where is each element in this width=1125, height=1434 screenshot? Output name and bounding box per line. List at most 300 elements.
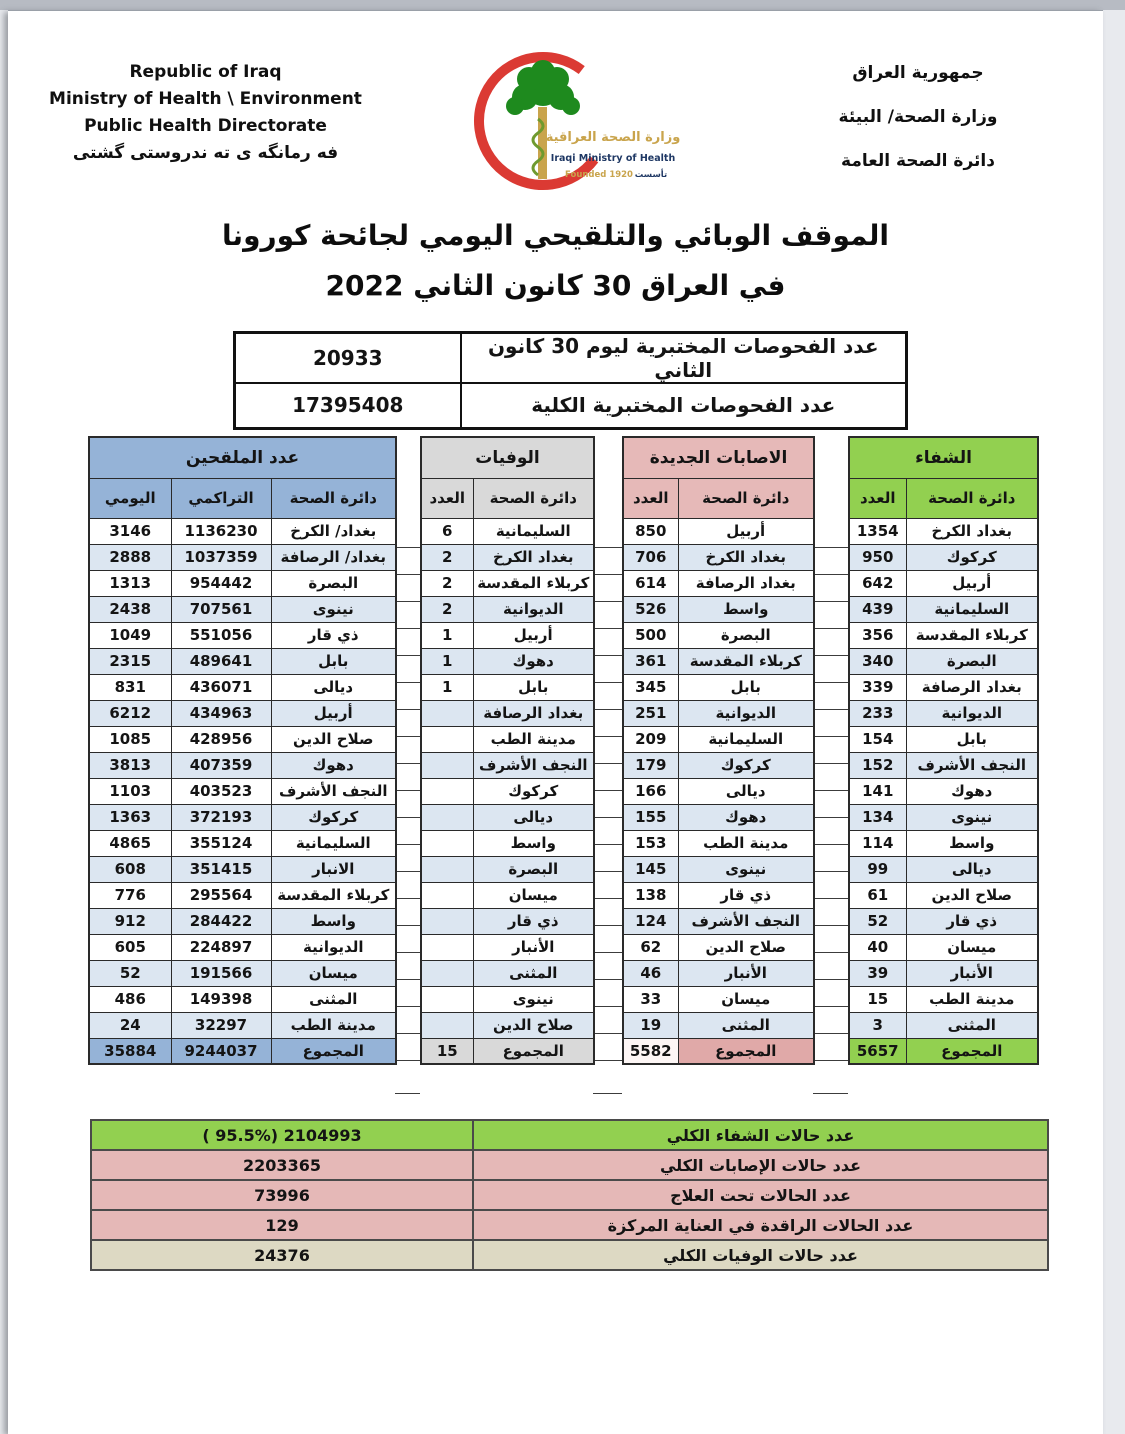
- header-arabic-block: [783, 63, 1053, 195]
- province-cell: ذي قار: [473, 908, 594, 934]
- group-header-row: [421, 437, 594, 478]
- value-cell: 19: [623, 1012, 678, 1038]
- province-cell: بابل: [473, 674, 594, 700]
- table-row: [849, 882, 1038, 908]
- province-cell: نينوى: [906, 804, 1038, 830]
- value-cell: 39: [849, 960, 906, 986]
- province-cell: بغداد الرصافة: [473, 700, 594, 726]
- province-cell: كربلاء المقدسة: [271, 882, 396, 908]
- table-gap-column: [813, 521, 848, 1062]
- table-row: [91, 1180, 1048, 1210]
- value-cell: 179: [623, 752, 678, 778]
- province-cell: كركوك: [906, 544, 1038, 570]
- province-cell: ميسان: [678, 986, 814, 1012]
- table-row: [623, 986, 814, 1012]
- province-cell: أربيل: [473, 622, 594, 648]
- province-cell: السليمانية: [473, 518, 594, 544]
- table-row: [623, 882, 814, 908]
- province-cell: دهوك: [473, 648, 594, 674]
- table-row: [89, 700, 396, 726]
- value-cell: [421, 726, 473, 752]
- table-row: [421, 908, 594, 934]
- value-cell: 912: [89, 908, 171, 934]
- value-cell: 355124: [171, 830, 271, 856]
- value-cell: 372193: [171, 804, 271, 830]
- value-cell: [421, 856, 473, 882]
- province-cell: أربيل: [271, 700, 396, 726]
- column-header-row: [623, 478, 814, 518]
- english-country-line: Republic of Iraq: [129, 62, 282, 82]
- deaths-group-header: الوفيات: [421, 437, 594, 478]
- table-row: [421, 778, 594, 804]
- province-cell: عدد حالات الشفاء الكلي: [473, 1120, 1048, 1150]
- value-cell: 351415: [171, 856, 271, 882]
- arabic-directorate-line: دائرة الصحة العامة: [841, 151, 995, 171]
- table-row: [849, 830, 1038, 856]
- value-cell: [421, 960, 473, 986]
- value-cell: 489641: [171, 648, 271, 674]
- value-cell: 1354: [849, 518, 906, 544]
- value-cell: 340: [849, 648, 906, 674]
- logo-founded-arabic: تأسست: [634, 170, 668, 180]
- table-row: [421, 544, 594, 570]
- table-row: [89, 752, 396, 778]
- table-row: [89, 570, 396, 596]
- value-cell: 141: [849, 778, 906, 804]
- recovered-group-header: الشفاء: [849, 437, 1038, 478]
- value-cell: 35884: [89, 1038, 171, 1064]
- daily-tests-label: عدد الفحوصات المختبرية ليوم 30 كانون الثاني: [461, 333, 907, 384]
- value-cell: 6: [421, 518, 473, 544]
- table-row: [89, 986, 396, 1012]
- value-cell: 2203365: [91, 1150, 473, 1180]
- value-cell: 707561: [171, 596, 271, 622]
- province-cell: عدد حالات الوفيات الكلي: [473, 1240, 1048, 1270]
- province-cell: ميسان: [271, 960, 396, 986]
- province-cell: الديوانية: [473, 596, 594, 622]
- value-cell: 4865: [89, 830, 171, 856]
- province-cell: المثنى: [678, 1012, 814, 1038]
- province-cell: واسط: [906, 830, 1038, 856]
- value-cell: 166: [623, 778, 678, 804]
- province-cell: أربيل: [678, 518, 814, 544]
- table-row: [849, 700, 1038, 726]
- value-cell: 407359: [171, 752, 271, 778]
- province-cell: نينوى: [473, 986, 594, 1012]
- value-cell: 138: [623, 882, 678, 908]
- table-row: [849, 570, 1038, 596]
- province-cell: النجف الأشرف: [271, 778, 396, 804]
- value-cell: 134: [849, 804, 906, 830]
- value-cell: 1: [421, 648, 473, 674]
- table-row: [89, 1012, 396, 1038]
- province-cell: الانبار: [271, 856, 396, 882]
- table-row: [421, 726, 594, 752]
- province-cell: مدينة الطب: [906, 986, 1038, 1012]
- directorate-column-header: دائرة الصحة: [271, 478, 396, 518]
- table-row: [849, 934, 1038, 960]
- vaccinated-group-header: عدد الملقحين: [89, 437, 396, 478]
- value-cell: 61: [849, 882, 906, 908]
- province-cell: مدينة الطب: [473, 726, 594, 752]
- arabic-country-line: جمهورية العراق: [852, 63, 984, 83]
- province-cell: دهوك: [906, 778, 1038, 804]
- province-cell: المثنى: [473, 960, 594, 986]
- province-cell: البصرة: [473, 856, 594, 882]
- table-row: [89, 622, 396, 648]
- province-cell: المجموع: [906, 1038, 1038, 1064]
- value-cell: 9244037: [171, 1038, 271, 1064]
- value-cell: 950: [849, 544, 906, 570]
- province-cell: الديوانية: [906, 700, 1038, 726]
- province-cell: المثنى: [906, 1012, 1038, 1038]
- province-cell: عدد الحالات الراقدة في العناية المركزة: [473, 1210, 1048, 1240]
- table-row: [89, 544, 396, 570]
- province-cell: الأنبار: [678, 960, 814, 986]
- value-cell: 2: [421, 596, 473, 622]
- province-cell: صلاح الدين: [678, 934, 814, 960]
- value-cell: 129: [91, 1210, 473, 1240]
- value-cell: [421, 830, 473, 856]
- directorate-column-header: دائرة الصحة: [678, 478, 814, 518]
- table-row: [421, 596, 594, 622]
- table-row: [849, 908, 1038, 934]
- table-row: [421, 622, 594, 648]
- table-row: [849, 960, 1038, 986]
- logo-arabic-name: وزارة الصحة العراقية: [545, 130, 681, 145]
- table-row: [623, 596, 814, 622]
- table-row: [421, 700, 594, 726]
- value-cell: ( 95.5%) 2104993: [91, 1120, 473, 1150]
- value-cell: [421, 700, 473, 726]
- province-cell: الأنبار: [906, 960, 1038, 986]
- value-cell: 191566: [171, 960, 271, 986]
- lab-tests-table: [233, 331, 908, 430]
- table-row: [421, 934, 594, 960]
- value-cell: 339: [849, 674, 906, 700]
- province-cell: صلاح الدين: [473, 1012, 594, 1038]
- province-cell: ذي قار: [271, 622, 396, 648]
- province-cell: بغداد/ الرصافة: [271, 544, 396, 570]
- table-row: [89, 960, 396, 986]
- value-cell: 40: [849, 934, 906, 960]
- value-cell: 1103: [89, 778, 171, 804]
- value-cell: 356: [849, 622, 906, 648]
- province-cell: ذي قار: [678, 882, 814, 908]
- value-cell: 149398: [171, 986, 271, 1012]
- table-row: [91, 1240, 1048, 1270]
- value-cell: 2438: [89, 596, 171, 622]
- value-cell: 295564: [171, 882, 271, 908]
- value-cell: 403523: [171, 778, 271, 804]
- kurdish-directorate-line: فه رمانگه ى ته ندروستى گشتى: [72, 143, 339, 163]
- table-row: [849, 648, 1038, 674]
- total-tests-label: عدد الفحوصات المختبرية الكلية: [461, 383, 907, 428]
- value-cell: 850: [623, 518, 678, 544]
- ministry-logo-graphic: [463, 29, 683, 214]
- table-row: [623, 648, 814, 674]
- table-row: [421, 856, 594, 882]
- value-cell: [421, 752, 473, 778]
- value-cell: 361: [623, 648, 678, 674]
- province-cell: الأنبار: [473, 934, 594, 960]
- directorate-column-header: دائرة الصحة: [906, 478, 1038, 518]
- value-cell: 145: [623, 856, 678, 882]
- table-row: [623, 726, 814, 752]
- table-row: [849, 674, 1038, 700]
- province-cell: صلاح الدين: [271, 726, 396, 752]
- table-row: [235, 333, 907, 384]
- logo-english-name: Iraqi Ministry of Health: [550, 153, 676, 164]
- value-cell: [421, 986, 473, 1012]
- value-cell: 124: [623, 908, 678, 934]
- value-cell: 73996: [91, 1180, 473, 1210]
- value-cell: 2888: [89, 544, 171, 570]
- group-header-row: [849, 437, 1038, 478]
- province-cell: واسط: [271, 908, 396, 934]
- arabic-ministry-line: وزارة الصحة/ البيئة: [838, 107, 998, 127]
- table-row: [421, 674, 594, 700]
- daily-column-header: اليومي: [89, 478, 171, 518]
- province-cell: السليمانية: [906, 596, 1038, 622]
- table-row: [421, 830, 594, 856]
- value-cell: 608: [89, 856, 171, 882]
- table-row: [91, 1150, 1048, 1180]
- value-cell: 152: [849, 752, 906, 778]
- table-row: [623, 518, 814, 544]
- table-row: [89, 726, 396, 752]
- province-cell: بابل: [271, 648, 396, 674]
- table-row: [421, 882, 594, 908]
- province-cell: ديالى: [271, 674, 396, 700]
- table-gap-column: [593, 521, 622, 1062]
- value-cell: 233: [849, 700, 906, 726]
- daily-tests-value: 20933: [235, 333, 461, 384]
- province-cell: صلاح الدين: [906, 882, 1038, 908]
- value-cell: [421, 1012, 473, 1038]
- table-row: [89, 856, 396, 882]
- province-cell: النجف الأشرف: [473, 752, 594, 778]
- table-row: [89, 882, 396, 908]
- table-row: [849, 778, 1038, 804]
- province-cell: بابل: [678, 674, 814, 700]
- value-cell: 526: [623, 596, 678, 622]
- table-gap-column: [395, 521, 420, 1062]
- province-cell: كركوك: [678, 752, 814, 778]
- table-row: [623, 1012, 814, 1038]
- deaths-table: [420, 436, 595, 1065]
- table-row: [623, 908, 814, 934]
- table-row: [849, 752, 1038, 778]
- table-row: [623, 960, 814, 986]
- province-cell: كربلاء المقدسة: [678, 648, 814, 674]
- value-cell: 776: [89, 882, 171, 908]
- value-cell: 114: [849, 830, 906, 856]
- value-cell: 155: [623, 804, 678, 830]
- table-row: [849, 856, 1038, 882]
- value-cell: 605: [89, 934, 171, 960]
- value-cell: 6212: [89, 700, 171, 726]
- province-cell: كربلاء المقدسة: [906, 622, 1038, 648]
- table-row: [89, 596, 396, 622]
- value-cell: 251: [623, 700, 678, 726]
- province-cell: بابل: [906, 726, 1038, 752]
- table-row: [849, 804, 1038, 830]
- table-row: [89, 778, 396, 804]
- value-cell: 5657: [849, 1038, 906, 1064]
- province-cell: بغداد الرصافة: [678, 570, 814, 596]
- province-cell: كربلاء المقدسة: [473, 570, 594, 596]
- value-cell: 486: [89, 986, 171, 1012]
- table-row: [421, 570, 594, 596]
- province-cell: ذي قار: [906, 908, 1038, 934]
- value-cell: 1363: [89, 804, 171, 830]
- table-row: [421, 752, 594, 778]
- table-row: [849, 1012, 1038, 1038]
- province-cell: البصرة: [906, 648, 1038, 674]
- value-cell: 99: [849, 856, 906, 882]
- table-row: [623, 674, 814, 700]
- table-row: [849, 986, 1038, 1012]
- province-cell: ميسان: [473, 882, 594, 908]
- province-cell: مدينة الطب: [678, 830, 814, 856]
- value-cell: 3: [849, 1012, 906, 1038]
- value-cell: 1037359: [171, 544, 271, 570]
- value-cell: 1313: [89, 570, 171, 596]
- table-row: [89, 674, 396, 700]
- table-row: [623, 752, 814, 778]
- value-cell: 428956: [171, 726, 271, 752]
- value-cell: 32297: [171, 1012, 271, 1038]
- province-cell: السليمانية: [678, 726, 814, 752]
- table-row: [235, 383, 907, 428]
- logo-founded-text: Founded 1920: [565, 170, 633, 180]
- value-cell: 706: [623, 544, 678, 570]
- province-cell: دهوك: [271, 752, 396, 778]
- province-cell: ميسان: [906, 934, 1038, 960]
- province-cell: ديالى: [678, 778, 814, 804]
- new-infections-table: [622, 436, 815, 1065]
- total-row: [421, 1038, 594, 1064]
- table-row: [623, 544, 814, 570]
- value-cell: 614: [623, 570, 678, 596]
- value-cell: 434963: [171, 700, 271, 726]
- table-row: [623, 700, 814, 726]
- value-cell: 500: [623, 622, 678, 648]
- table-row: [623, 804, 814, 830]
- province-cell: دهوك: [678, 804, 814, 830]
- province-cell: عدد الحالات تحت العلاج: [473, 1180, 1048, 1210]
- value-cell: [421, 804, 473, 830]
- table-row: [89, 648, 396, 674]
- palm-tree-icon: [506, 60, 580, 115]
- infections-group-header: الاصابات الجديدة: [623, 437, 814, 478]
- table-row: [623, 570, 814, 596]
- table-row: [623, 622, 814, 648]
- table-row: [421, 518, 594, 544]
- table-row: [421, 1012, 594, 1038]
- table-row: [89, 934, 396, 960]
- value-cell: [421, 778, 473, 804]
- english-ministry-line: Ministry of Health \ Environment: [49, 89, 362, 109]
- province-cell: كركوك: [473, 778, 594, 804]
- report-title-line1: الموقف الوبائي والتلقيحي اليومي لجائحة كورونا: [222, 219, 889, 252]
- table-row: [421, 986, 594, 1012]
- value-cell: 224897: [171, 934, 271, 960]
- province-cell: واسط: [678, 596, 814, 622]
- total-row: [849, 1038, 1038, 1064]
- value-cell: 209: [623, 726, 678, 752]
- value-cell: 46: [623, 960, 678, 986]
- province-cell: بغداد الكرخ: [473, 544, 594, 570]
- value-cell: 1: [421, 622, 473, 648]
- table-row: [849, 726, 1038, 752]
- table-row: [849, 622, 1038, 648]
- table-row: [89, 830, 396, 856]
- value-cell: 642: [849, 570, 906, 596]
- table-row: [421, 804, 594, 830]
- value-cell: 15: [849, 986, 906, 1012]
- value-cell: 831: [89, 674, 171, 700]
- province-cell: البصرة: [678, 622, 814, 648]
- province-cell: نينوى: [271, 596, 396, 622]
- province-cell: المجموع: [678, 1038, 814, 1064]
- ministry-logo: [463, 29, 683, 214]
- table-row: [89, 908, 396, 934]
- table-row: [421, 960, 594, 986]
- header-english-block: [38, 59, 373, 167]
- province-cell: كركوك: [271, 804, 396, 830]
- english-directorate-line: Public Health Directorate: [84, 116, 327, 136]
- table-row: [849, 518, 1038, 544]
- table-row: [89, 518, 396, 544]
- table-row: [623, 934, 814, 960]
- group-header-row: [89, 437, 396, 478]
- total-tests-value: 17395408: [235, 383, 461, 428]
- value-cell: 5582: [623, 1038, 678, 1064]
- province-cell: أربيل: [906, 570, 1038, 596]
- province-cell: ديالى: [473, 804, 594, 830]
- value-cell: 154: [849, 726, 906, 752]
- table-row: [849, 596, 1038, 622]
- value-cell: 1136230: [171, 518, 271, 544]
- report-title-line2: في العراق 30 كانون الثاني 2022: [325, 269, 786, 302]
- province-cell: الديوانية: [271, 934, 396, 960]
- value-cell: 24: [89, 1012, 171, 1038]
- value-cell: 1: [421, 674, 473, 700]
- value-cell: 1049: [89, 622, 171, 648]
- province-cell: النجف الأشرف: [906, 752, 1038, 778]
- value-cell: 2315: [89, 648, 171, 674]
- table-row: [89, 804, 396, 830]
- value-cell: 345: [623, 674, 678, 700]
- value-cell: [421, 882, 473, 908]
- value-cell: [421, 934, 473, 960]
- province-cell: نينوى: [678, 856, 814, 882]
- value-cell: 52: [89, 960, 171, 986]
- count-column-header: العدد: [849, 478, 906, 518]
- province-cell: البصرة: [271, 570, 396, 596]
- table-row: [849, 544, 1038, 570]
- vaccinated-table: [88, 436, 397, 1065]
- group-header-row: [623, 437, 814, 478]
- value-cell: 2: [421, 570, 473, 596]
- province-cell: مدينة الطب: [271, 1012, 396, 1038]
- province-cell: بغداد الرصافة: [906, 674, 1038, 700]
- province-cell: المجموع: [473, 1038, 594, 1064]
- value-cell: 284422: [171, 908, 271, 934]
- window-top-edge: [0, 0, 1125, 10]
